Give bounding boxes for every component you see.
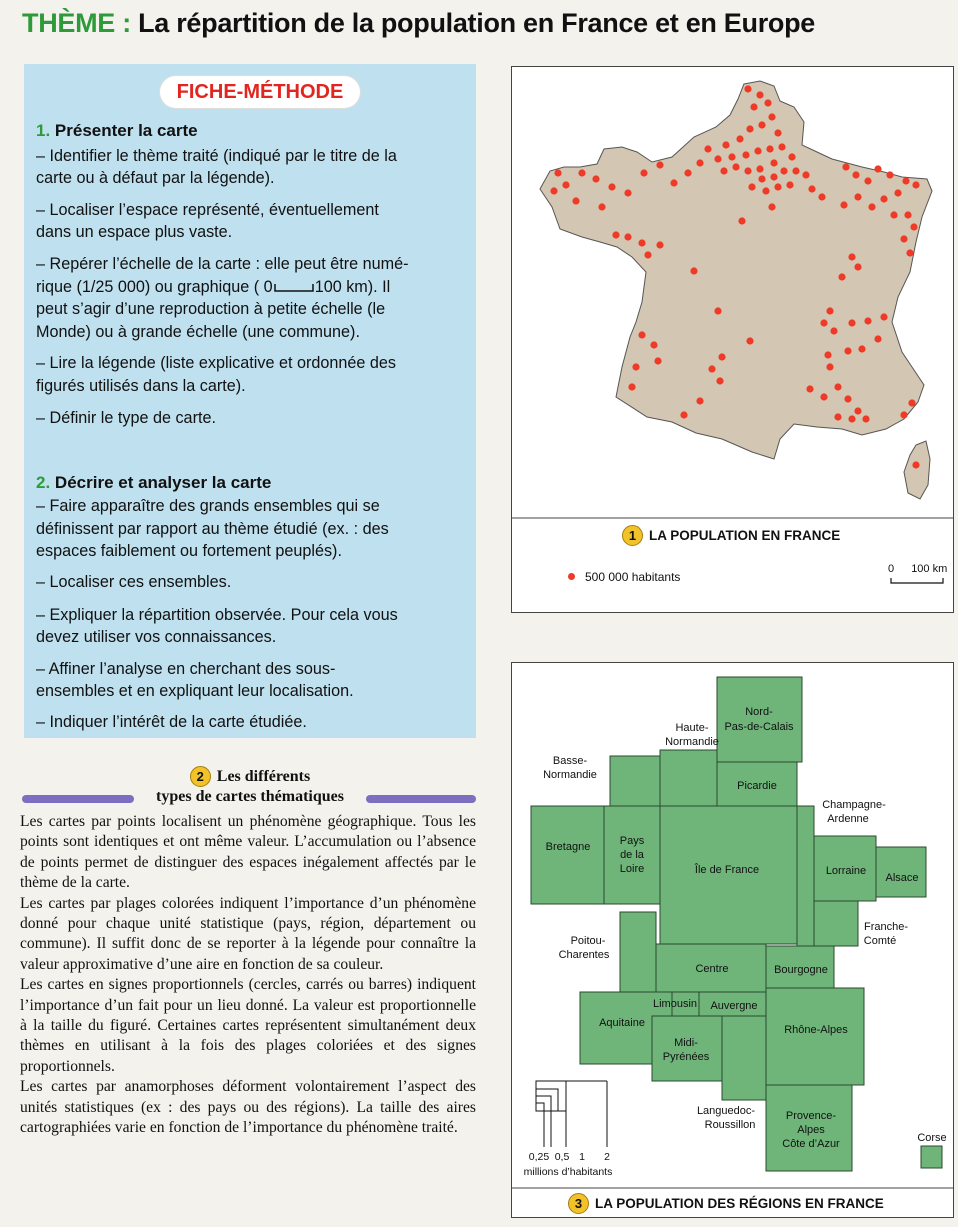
population-dot bbox=[868, 203, 875, 210]
region-rhone-alpes bbox=[766, 988, 864, 1085]
label-franche-comte-2: Comté bbox=[863, 935, 897, 947]
label-basse-normandie-2: Normandie bbox=[543, 769, 597, 781]
population-dot bbox=[578, 169, 585, 176]
method-line: – Affiner l’analyse en cherchant des sous- bbox=[36, 660, 336, 678]
population-dot bbox=[912, 461, 919, 468]
population-dot bbox=[696, 159, 703, 166]
label-champagne-2: Ardenne bbox=[827, 813, 869, 825]
population-dot bbox=[838, 273, 845, 280]
population-dot bbox=[628, 383, 635, 390]
label-corse: Corse bbox=[917, 1132, 947, 1144]
population-dot bbox=[858, 345, 865, 352]
population-dot bbox=[770, 173, 777, 180]
population-dot bbox=[834, 383, 841, 390]
population-dot bbox=[864, 317, 871, 324]
population-dot bbox=[830, 327, 837, 334]
population-dot bbox=[802, 171, 809, 178]
population-dot bbox=[808, 185, 815, 192]
population-dot bbox=[908, 399, 915, 406]
population-dot bbox=[696, 397, 703, 404]
population-dot bbox=[684, 169, 691, 176]
population-dot bbox=[786, 181, 793, 188]
label-languedoc-2: Roussillon bbox=[704, 1119, 756, 1131]
population-dot bbox=[608, 183, 615, 190]
map1-frame bbox=[511, 66, 954, 613]
population-dot bbox=[654, 357, 661, 364]
types-body bbox=[20, 812, 476, 1139]
population-dot bbox=[788, 153, 795, 160]
map1-scale bbox=[888, 563, 947, 575]
method-line: espaces faiblement ou fortement peuplés). bbox=[36, 542, 342, 560]
method-line-part: 100 km). Il bbox=[314, 278, 391, 296]
population-dot bbox=[756, 91, 763, 98]
population-dot bbox=[844, 347, 851, 354]
population-dot bbox=[826, 363, 833, 370]
method-line: ensembles et en expliquant leur localisation. bbox=[36, 682, 354, 700]
method-badge: FICHE-MÉTHODE bbox=[160, 76, 360, 108]
legend-tick-label: 1 bbox=[579, 1151, 585, 1163]
population-dot bbox=[550, 187, 557, 194]
population-dot bbox=[680, 411, 687, 418]
population-dot bbox=[900, 411, 907, 418]
population-dot bbox=[624, 233, 631, 240]
population-dot bbox=[912, 181, 919, 188]
population-dot bbox=[806, 385, 813, 392]
label-idf: Île de France bbox=[694, 864, 760, 876]
label-haute-normandie-2: Normandie bbox=[665, 736, 719, 748]
map2-frame bbox=[511, 662, 954, 1218]
label-pays-loire-1: Pays bbox=[619, 835, 645, 847]
population-dot bbox=[650, 341, 657, 348]
label-poitou-2: Charentes bbox=[558, 949, 610, 961]
map1-scale-bar-icon bbox=[888, 577, 948, 585]
population-dot bbox=[778, 143, 785, 150]
method-section-2-heading bbox=[36, 473, 271, 493]
label-midi-2: Pyrénées bbox=[662, 1051, 710, 1063]
population-dot bbox=[632, 363, 639, 370]
population-dot bbox=[774, 183, 781, 190]
label-aquitaine: Aquitaine bbox=[599, 1017, 645, 1029]
population-dot bbox=[746, 125, 753, 132]
map1-scale-zero: 0 bbox=[888, 563, 895, 575]
population-dot bbox=[716, 377, 723, 384]
population-dot bbox=[854, 193, 861, 200]
method-line: carte ou à défaut par la légende). bbox=[36, 169, 275, 187]
population-dot bbox=[744, 85, 751, 92]
population-dot bbox=[900, 235, 907, 242]
map2-svg bbox=[512, 663, 953, 1217]
population-dot bbox=[736, 135, 743, 142]
region-languedoc bbox=[722, 1016, 766, 1100]
population-dot bbox=[742, 151, 749, 158]
population-dot bbox=[774, 129, 781, 136]
method-line: – Indiquer l’intérêt de la carte étudiée. bbox=[36, 713, 307, 731]
population-dot bbox=[780, 167, 787, 174]
region-nord bbox=[717, 677, 802, 762]
label-poitou-1: Poitou- bbox=[570, 935, 606, 947]
types-heading-text1: Les différents bbox=[216, 768, 311, 785]
population-dot bbox=[758, 175, 765, 182]
method-line-part: rique (1/25 000) ou graphique ( 0 bbox=[36, 278, 273, 296]
scale-bar-icon bbox=[273, 281, 315, 293]
types-paragraph: Les cartes par points localisent un phénomène géographique. Tous les points sont identiques et ont même valeur. L’accumulation ou l’absence de points permet de distinguer des espaces inégalement affectés par le thème de la carte. bbox=[20, 813, 476, 892]
population-dot bbox=[748, 183, 755, 190]
decor-bar-left bbox=[22, 795, 134, 803]
legend-square-1 bbox=[536, 1089, 558, 1111]
population-dot bbox=[770, 159, 777, 166]
population-dot bbox=[732, 163, 739, 170]
population-dot bbox=[824, 351, 831, 358]
population-dot bbox=[670, 179, 677, 186]
legend-dot-icon bbox=[568, 573, 575, 580]
label-lorraine: Lorraine bbox=[825, 865, 867, 877]
region-franche-comte bbox=[814, 901, 858, 946]
population-dot bbox=[714, 307, 721, 314]
population-dot bbox=[638, 239, 645, 246]
population-dot bbox=[852, 171, 859, 178]
label-basse-normandie-1: Basse- bbox=[552, 755, 588, 767]
label-pays-loire-2: de la bbox=[620, 849, 644, 861]
population-dot bbox=[690, 267, 697, 274]
map1-number-badge: 1 bbox=[622, 525, 643, 546]
population-dot bbox=[572, 197, 579, 204]
population-dot bbox=[554, 169, 561, 176]
population-dot bbox=[792, 167, 799, 174]
population-dot bbox=[848, 253, 855, 260]
label-bretagne: Bretagne bbox=[545, 841, 591, 853]
population-dot bbox=[902, 177, 909, 184]
population-dot bbox=[638, 331, 645, 338]
legend-square-025 bbox=[536, 1103, 544, 1111]
population-dot bbox=[820, 393, 827, 400]
label-haute-normandie-1: Haute- bbox=[675, 722, 709, 734]
method-line: – Localiser l’espace représenté, éventuellement bbox=[36, 201, 379, 219]
region-corse bbox=[921, 1146, 942, 1168]
population-dot bbox=[738, 217, 745, 224]
label-alsace: Alsace bbox=[885, 872, 919, 884]
legend-tick-label: 0,5 bbox=[554, 1151, 570, 1163]
population-dot bbox=[840, 201, 847, 208]
population-dot bbox=[624, 189, 631, 196]
population-dot bbox=[890, 211, 897, 218]
method-section-1-number: 1. bbox=[36, 121, 51, 140]
population-dot bbox=[844, 395, 851, 402]
method-section-1-heading bbox=[36, 121, 198, 141]
population-dot bbox=[842, 163, 849, 170]
types-paragraph: Les cartes par anamorphoses déforment volontairement l’aspect des unités statistiques (ex : des pays ou des régions). La taille des aires cartographiées varie en fonction de l’importance du phénomène traité. bbox=[20, 1078, 476, 1137]
population-dot bbox=[704, 145, 711, 152]
method-line: – Identifier le thème traité (indiqué par le titre de la bbox=[36, 147, 397, 165]
method-line: – Repérer l’échelle de la carte : elle peut être numé- bbox=[36, 255, 409, 273]
population-dot bbox=[764, 99, 771, 106]
population-dot bbox=[854, 263, 861, 270]
map2-caption-text: LA POPULATION DES RÉGIONS EN FRANCE bbox=[595, 1196, 884, 1211]
region-bretagne bbox=[531, 806, 604, 904]
population-dot bbox=[886, 171, 893, 178]
population-dot bbox=[754, 147, 761, 154]
map1-scale-value: 100 km bbox=[911, 563, 948, 575]
region-champagne bbox=[797, 806, 814, 946]
legend-tick-label: 2 bbox=[604, 1151, 610, 1163]
types-number-badge: 2 bbox=[190, 766, 211, 787]
population-dot bbox=[746, 337, 753, 344]
population-dot bbox=[744, 167, 751, 174]
corsica-outline bbox=[904, 441, 930, 499]
label-nord-1: Nord- bbox=[745, 706, 773, 718]
label-paca-2: Alpes bbox=[797, 1124, 825, 1136]
method-line: dans un espace plus vaste. bbox=[36, 223, 233, 241]
population-dot bbox=[762, 187, 769, 194]
legend-tick-label: 0,25 bbox=[528, 1151, 550, 1163]
population-dot bbox=[910, 223, 917, 230]
label-paca-1: Provence- bbox=[785, 1110, 837, 1122]
map1-caption bbox=[622, 525, 840, 546]
population-dot bbox=[768, 203, 775, 210]
population-dot bbox=[640, 169, 647, 176]
label-picardie: Picardie bbox=[737, 780, 777, 792]
types-paragraph: Les cartes en signes proportionnels (cercles, carrés ou barres) indiquent l’importance d’un fait pour un lieu donné. La valeur est proportionnelle à la taille du figuré. Certaines cartes représentent simultanément deux thèmes en utilisant à la fois des plages coloriées et des signes proportionnels. bbox=[20, 976, 476, 1075]
region-haute-normandie bbox=[660, 750, 717, 807]
label-auvergne: Auvergne bbox=[710, 1000, 758, 1012]
population-dot bbox=[656, 161, 663, 168]
population-dot bbox=[722, 141, 729, 148]
types-heading-line2: types de cartes thématiques bbox=[156, 788, 344, 805]
label-paca-3: Côte d’Azur bbox=[782, 1138, 840, 1150]
region-poitou-charentes bbox=[620, 912, 656, 992]
label-languedoc-1: Languedoc- bbox=[696, 1105, 756, 1117]
population-dot bbox=[874, 165, 881, 172]
map2-caption bbox=[568, 1193, 884, 1214]
page-title bbox=[22, 8, 815, 39]
method-line: – Faire apparaître des grands ensembles qui se bbox=[36, 497, 380, 515]
population-dot bbox=[714, 155, 721, 162]
decor-bar-right bbox=[366, 795, 476, 803]
label-pays-loire-3: Loire bbox=[619, 863, 645, 875]
population-dot bbox=[862, 415, 869, 422]
population-dot bbox=[766, 145, 773, 152]
population-dot bbox=[592, 175, 599, 182]
population-dot bbox=[894, 189, 901, 196]
label-champagne-1: Champagne- bbox=[822, 799, 886, 811]
method-section-1-title: Présenter la carte bbox=[54, 121, 198, 140]
theme-label: THÈME : bbox=[22, 8, 131, 38]
label-limousin: Limousin bbox=[652, 998, 698, 1010]
population-dot bbox=[756, 165, 763, 172]
map1-legend bbox=[568, 570, 680, 584]
population-dot bbox=[708, 365, 715, 372]
population-dot bbox=[848, 415, 855, 422]
population-dot bbox=[834, 413, 841, 420]
population-dot bbox=[874, 335, 881, 342]
size-legend bbox=[536, 1081, 607, 1147]
population-dot bbox=[880, 313, 887, 320]
method-line: – Lire la légende (liste explicative et ordonnée des bbox=[36, 354, 396, 372]
population-dot bbox=[750, 103, 757, 110]
population-dot bbox=[818, 193, 825, 200]
population-dot bbox=[768, 113, 775, 120]
map1-caption-text: LA POPULATION EN FRANCE bbox=[649, 528, 841, 543]
method-line bbox=[36, 276, 390, 298]
method-section-2-number: 2. bbox=[36, 473, 51, 492]
population-dot bbox=[598, 203, 605, 210]
population-dot bbox=[718, 353, 725, 360]
label-bourgogne: Bourgogne bbox=[774, 964, 828, 976]
population-dot bbox=[612, 231, 619, 238]
method-line: définissent par rapport au thème étudié (ex. : des bbox=[36, 520, 389, 538]
population-dot bbox=[728, 153, 735, 160]
legend-unit: millions d’habitants bbox=[523, 1166, 613, 1178]
method-line: – Expliquer la répartition observée. Pour cela vous bbox=[36, 606, 398, 624]
map2-number-badge: 3 bbox=[568, 1193, 589, 1214]
theme-title-text: La répartition de la population en France et en Europe bbox=[138, 8, 816, 38]
france-outline bbox=[540, 81, 932, 459]
label-rhone-alpes: Rhône-Alpes bbox=[784, 1024, 848, 1036]
population-dot bbox=[656, 241, 663, 248]
population-dot bbox=[720, 167, 727, 174]
population-dot bbox=[826, 307, 833, 314]
population-dot bbox=[904, 211, 911, 218]
method-line: – Localiser ces ensembles. bbox=[36, 573, 232, 591]
population-dot bbox=[906, 249, 913, 256]
region-basse-normandie bbox=[610, 756, 660, 806]
label-centre: Centre bbox=[695, 963, 729, 975]
label-midi-1: Midi- bbox=[674, 1037, 698, 1049]
method-line: peut s’agir d’une reproduction à petite échelle (le bbox=[36, 300, 386, 318]
method-line: devez utiliser vos connaissances. bbox=[36, 628, 277, 646]
types-heading-line1 bbox=[24, 766, 476, 787]
population-dot bbox=[758, 121, 765, 128]
population-dot bbox=[864, 177, 871, 184]
population-dot bbox=[562, 181, 569, 188]
method-line: – Définir le type de carte. bbox=[36, 409, 216, 427]
population-dot bbox=[880, 195, 887, 202]
population-dot bbox=[854, 407, 861, 414]
label-franche-comte-1: Franche- bbox=[863, 921, 909, 933]
map1-legend-text: 500 000 habitants bbox=[585, 570, 681, 584]
method-line: figurés utilisés dans la carte). bbox=[36, 377, 246, 395]
population-dot bbox=[644, 251, 651, 258]
label-nord-2: Pas-de-Calais bbox=[724, 721, 794, 733]
population-dot bbox=[848, 319, 855, 326]
types-paragraph: Les cartes par plages colorées indiquent l’importance d’un phénomène donné pour chaque unité statistique (pays, région, département ou commune). Il suffit donc de se reporter à la légende pour connaître la valeur approximative d’une aire en fonction de sa couleur. bbox=[20, 894, 476, 973]
population-dot bbox=[820, 319, 827, 326]
method-line: Monde) ou à grande échelle (une commune). bbox=[36, 323, 360, 341]
method-section-2-title: Décrire et analyser la carte bbox=[54, 473, 272, 492]
